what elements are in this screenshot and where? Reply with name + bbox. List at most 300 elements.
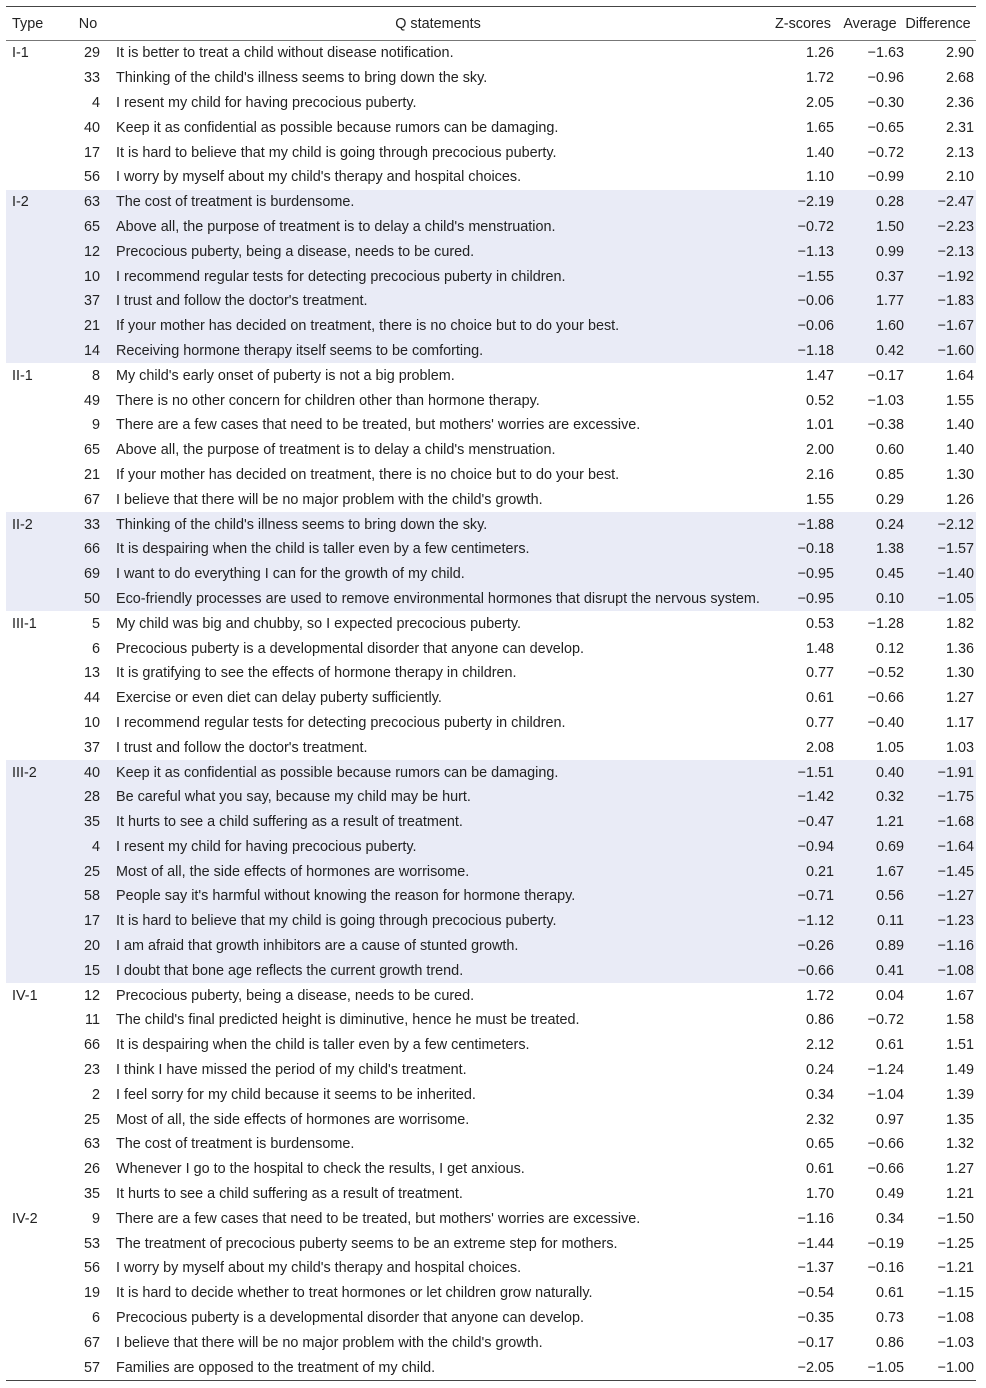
average-cell: 0.97: [875, 1111, 904, 1128]
statement-cell: I trust and follow the doctor's treatment.: [116, 293, 368, 310]
table-row: [6, 165, 976, 190]
statement-cell: Above all, the purpose of treatment is to delay a child's menstruation.: [116, 442, 556, 459]
z-score-cell: −0.71: [797, 888, 834, 905]
average-cell: 1.67: [875, 863, 904, 880]
statement-cell: The cost of treatment is burdensome.: [116, 194, 355, 211]
no-cell: 6: [91, 1310, 100, 1327]
statement-cell: I recommend regular tests for detecting precocious puberty in children.: [116, 714, 566, 731]
no-cell: 67: [83, 491, 100, 508]
table-row: [6, 314, 976, 339]
no-cell: 40: [83, 764, 100, 781]
statement-cell: The treatment of precocious puberty seems to be an extreme step for mothers.: [116, 1235, 618, 1252]
average-cell: 0.29: [875, 491, 904, 508]
statement-cell: It is hard to decide whether to treat hormones or let children grow naturally.: [116, 1285, 593, 1302]
no-cell: 23: [83, 1062, 100, 1079]
no-cell: 14: [83, 342, 100, 359]
difference-cell: −1.15: [937, 1285, 974, 1302]
average-cell: −0.16: [867, 1260, 904, 1277]
average-cell: −0.52: [867, 665, 904, 682]
z-score-cell: 0.86: [805, 1012, 834, 1029]
average-cell: 0.49: [875, 1186, 904, 1203]
no-cell: 6: [91, 640, 100, 657]
no-cell: 2: [91, 1086, 100, 1103]
statement-cell: I worry by myself about my child's therapy and hospital choices.: [116, 1260, 522, 1277]
z-score-cell: −0.26: [797, 938, 834, 955]
z-score-cell: 0.61: [805, 690, 834, 707]
no-cell: 9: [91, 1210, 100, 1227]
average-cell: −0.65: [867, 119, 904, 136]
table-row: [6, 1206, 976, 1231]
statement-cell: I feel sorry for my child because it seems to be inherited.: [116, 1086, 476, 1103]
average-cell: 0.99: [875, 243, 904, 260]
table-row: [6, 115, 976, 140]
table-row: [6, 859, 976, 884]
table-row: [6, 1157, 976, 1182]
table-header: [6, 7, 976, 41]
table-row: [6, 413, 976, 438]
header-z-scores: Z-scores: [775, 15, 831, 32]
statement-cell: Families are opposed to the treatment of my child.: [116, 1359, 436, 1376]
table-row: [6, 41, 976, 66]
difference-cell: 2.36: [945, 94, 974, 111]
z-score-cell: 1.26: [805, 45, 834, 62]
table-row: [6, 1033, 976, 1058]
statement-cell: I believe that there will be no major problem with the child's growth.: [116, 1334, 543, 1351]
header-statement: Q statements: [395, 15, 481, 32]
statement-cell: If your mother has decided on treatment, there is no choice but to do your best.: [116, 466, 620, 483]
average-cell: 0.85: [875, 466, 904, 483]
type-cell: IV-1: [12, 987, 38, 1004]
statement-cell: I doubt that bone age reflects the current growth trend.: [116, 962, 464, 979]
difference-cell: 1.30: [945, 665, 974, 682]
difference-cell: −1.16: [937, 938, 974, 955]
statement-cell: It is gratifying to see the effects of hormone therapy in children.: [116, 665, 517, 682]
statement-cell: Exercise or even diet can delay puberty sufficiently.: [116, 690, 442, 707]
table-row: [6, 1182, 976, 1207]
difference-cell: −1.60: [937, 342, 974, 359]
difference-cell: −2.47: [937, 194, 974, 211]
table-row: [6, 1008, 976, 1033]
table-row: [6, 1306, 976, 1331]
z-score-cell: −0.06: [797, 293, 834, 310]
average-cell: −1.05: [867, 1359, 904, 1376]
table-row: [6, 1281, 976, 1306]
type-cell: IV-2: [12, 1210, 38, 1227]
statement-cell: I recommend regular tests for detecting precocious puberty in children.: [116, 268, 566, 285]
average-cell: 0.28: [875, 194, 904, 211]
statement-cell: Above all, the purpose of treatment is to delay a child's menstruation.: [116, 218, 556, 235]
statement-cell: The child's final predicted height is diminutive, hence he must be treated.: [116, 1012, 580, 1029]
table-row: [6, 810, 976, 835]
difference-cell: 1.27: [945, 1161, 974, 1178]
z-score-cell: −2.19: [797, 194, 834, 211]
no-cell: 4: [91, 94, 100, 111]
z-score-cell: −1.13: [797, 243, 834, 260]
table-row: [6, 686, 976, 711]
no-cell: 26: [83, 1161, 100, 1178]
no-cell: 37: [83, 293, 100, 310]
type-cell: III-1: [12, 615, 37, 632]
average-cell: 0.86: [875, 1334, 904, 1351]
z-score-cell: −2.05: [797, 1359, 834, 1376]
difference-cell: −1.40: [937, 566, 974, 583]
average-cell: −0.30: [867, 94, 904, 111]
average-cell: −0.99: [867, 169, 904, 186]
no-cell: 57: [83, 1359, 100, 1376]
difference-cell: −1.03: [937, 1334, 974, 1351]
type-cell: II-1: [12, 367, 33, 384]
difference-cell: 1.58: [945, 1012, 974, 1029]
statement-cell: My child's early onset of puberty is not a big problem.: [116, 367, 455, 384]
table-row: [6, 1132, 976, 1157]
difference-cell: −1.67: [937, 318, 974, 335]
statement-cell: I believe that there will be no major problem with the child's growth.: [116, 491, 543, 508]
statement-cell: Thinking of the child's illness seems to bring down the sky.: [116, 516, 488, 533]
average-cell: 0.69: [875, 838, 904, 855]
z-score-cell: 0.52: [805, 392, 834, 409]
average-cell: −1.63: [867, 45, 904, 62]
average-cell: 1.05: [875, 739, 904, 756]
type-cell: I-1: [12, 45, 29, 62]
statement-cell: Be careful what you say, because my child may be hurt.: [116, 789, 471, 806]
statement-cell: Most of all, the side effects of hormones are worrisome.: [116, 1111, 470, 1128]
table-row: [6, 463, 976, 488]
z-score-cell: −1.51: [797, 764, 834, 781]
table-row: [6, 537, 976, 562]
no-cell: 21: [83, 466, 100, 483]
statement-cell: The cost of treatment is burdensome.: [116, 1136, 355, 1153]
difference-cell: 1.30: [945, 466, 974, 483]
table-body: [6, 41, 976, 1380]
table-row: [6, 958, 976, 983]
table-row: [6, 1330, 976, 1355]
table-row: [6, 735, 976, 760]
statement-cell: I resent my child for having precocious puberty.: [116, 838, 417, 855]
no-cell: 12: [83, 243, 100, 260]
difference-cell: −1.27: [937, 888, 974, 905]
z-score-cell: 1.72: [805, 70, 834, 87]
z-score-cell: −0.47: [797, 814, 834, 831]
z-score-cell: 0.34: [805, 1086, 834, 1103]
z-score-cell: 2.16: [805, 466, 834, 483]
difference-cell: −1.91: [937, 764, 974, 781]
z-score-cell: 0.24: [805, 1062, 834, 1079]
table-row: [6, 239, 976, 264]
difference-cell: −1.25: [937, 1235, 974, 1252]
z-score-cell: −1.44: [797, 1235, 834, 1252]
table-row: [6, 339, 976, 364]
average-cell: 1.50: [875, 218, 904, 235]
average-cell: −0.19: [867, 1235, 904, 1252]
difference-cell: 1.40: [945, 442, 974, 459]
z-score-cell: 1.10: [805, 169, 834, 186]
no-cell: 66: [83, 1037, 100, 1054]
table-row: [6, 487, 976, 512]
difference-cell: −1.05: [937, 590, 974, 607]
average-cell: 0.61: [875, 1285, 904, 1302]
z-score-cell: 0.61: [805, 1161, 834, 1178]
no-cell: 65: [83, 218, 100, 235]
statement-cell: I am afraid that growth inhibitors are a cause of stunted growth.: [116, 938, 519, 955]
statement-cell: Most of all, the side effects of hormones are worrisome.: [116, 863, 470, 880]
difference-cell: −1.75: [937, 789, 974, 806]
z-score-cell: 2.12: [805, 1037, 834, 1054]
statement-cell: Eco-friendly processes are used to remove environmental hormones that disrupt the nervous system.: [116, 590, 760, 607]
z-score-cell: −1.37: [797, 1260, 834, 1277]
table-row: [6, 1082, 976, 1107]
difference-cell: 1.40: [945, 417, 974, 434]
average-cell: −1.04: [867, 1086, 904, 1103]
no-cell: 66: [83, 541, 100, 558]
difference-cell: −1.45: [937, 863, 974, 880]
statement-cell: There are a few cases that need to be treated, but mothers' worries are excessive.: [116, 417, 641, 434]
table-row: [6, 363, 976, 388]
average-cell: 0.40: [875, 764, 904, 781]
average-cell: 1.77: [875, 293, 904, 310]
z-score-cell: 0.77: [805, 665, 834, 682]
z-score-cell: 0.65: [805, 1136, 834, 1153]
no-cell: 12: [83, 987, 100, 1004]
statement-cell: Keep it as confidential as possible because rumors can be damaging.: [116, 119, 559, 136]
table-row: [6, 711, 976, 736]
statement-cell: I think I have missed the period of my child's treatment.: [116, 1062, 467, 1079]
difference-cell: 2.10: [945, 169, 974, 186]
no-cell: 69: [83, 566, 100, 583]
difference-cell: −1.08: [937, 962, 974, 979]
average-cell: −1.03: [867, 392, 904, 409]
difference-cell: −1.83: [937, 293, 974, 310]
table-row: [6, 785, 976, 810]
table-row: [6, 587, 976, 612]
table-row: [6, 835, 976, 860]
average-cell: −0.72: [867, 1012, 904, 1029]
statement-cell: Precocious puberty is a developmental disorder that anyone can develop.: [116, 1310, 584, 1327]
difference-cell: 1.17: [945, 714, 974, 731]
table-row: [6, 1231, 976, 1256]
difference-cell: 2.90: [945, 45, 974, 62]
average-cell: −0.66: [867, 1161, 904, 1178]
z-score-cell: −0.06: [797, 318, 834, 335]
difference-cell: −1.57: [937, 541, 974, 558]
table-row: [6, 1355, 976, 1380]
average-cell: 0.34: [875, 1210, 904, 1227]
average-cell: −0.66: [867, 1136, 904, 1153]
statement-cell: Precocious puberty, being a disease, needs to be cured.: [116, 987, 475, 1004]
difference-cell: 2.31: [945, 119, 974, 136]
no-cell: 19: [83, 1285, 100, 1302]
header-difference: Difference: [905, 15, 971, 32]
z-score-cell: −0.72: [797, 218, 834, 235]
statement-cell: I resent my child for having precocious puberty.: [116, 94, 417, 111]
no-cell: 33: [83, 516, 100, 533]
difference-cell: 1.27: [945, 690, 974, 707]
difference-cell: −1.00: [937, 1359, 974, 1376]
type-cell: II-2: [12, 516, 33, 533]
z-score-cell: −1.42: [797, 789, 834, 806]
no-cell: 11: [85, 1012, 100, 1029]
no-cell: 40: [83, 119, 100, 136]
difference-cell: 1.32: [945, 1136, 974, 1153]
no-cell: 8: [91, 367, 100, 384]
table-row: [6, 1058, 976, 1083]
table-row: [6, 190, 976, 215]
no-cell: 49: [83, 392, 100, 409]
z-score-cell: 1.55: [805, 491, 834, 508]
table-row: [6, 91, 976, 116]
table-row: [6, 983, 976, 1008]
no-cell: 25: [83, 863, 100, 880]
statement-cell: Receiving hormone therapy itself seems to be comforting.: [116, 342, 484, 359]
z-score-cell: −0.95: [797, 590, 834, 607]
difference-cell: 1.67: [945, 987, 974, 1004]
average-cell: 0.45: [875, 566, 904, 583]
no-cell: 44: [83, 690, 100, 707]
no-cell: 53: [83, 1235, 100, 1252]
difference-cell: −1.64: [937, 838, 974, 855]
no-cell: 4: [91, 838, 100, 855]
statement-cell: I worry by myself about my child's therapy and hospital choices.: [116, 169, 522, 186]
table-row: [6, 264, 976, 289]
average-cell: −0.40: [867, 714, 904, 731]
no-cell: 50: [83, 590, 100, 607]
no-cell: 10: [83, 714, 100, 731]
average-cell: 0.12: [875, 640, 904, 657]
difference-cell: −1.92: [937, 268, 974, 285]
average-cell: 0.56: [875, 888, 904, 905]
no-cell: 63: [83, 194, 100, 211]
table-row: [6, 512, 976, 537]
no-cell: 35: [83, 1186, 100, 1203]
no-cell: 37: [83, 739, 100, 756]
statement-cell: Whenever I go to the hospital to check the results, I get anxious.: [116, 1161, 525, 1178]
z-score-cell: 0.77: [805, 714, 834, 731]
z-score-cell: −1.88: [797, 516, 834, 533]
type-cell: I-2: [12, 194, 29, 211]
difference-cell: 1.26: [945, 491, 974, 508]
average-cell: 0.61: [875, 1037, 904, 1054]
statement-cell: My child was big and chubby, so I expected precocious puberty.: [116, 615, 522, 632]
difference-cell: −1.68: [937, 814, 974, 831]
z-score-cell: 2.08: [805, 739, 834, 756]
no-cell: 56: [83, 169, 100, 186]
table-row: [6, 909, 976, 934]
statement-cell: Precocious puberty is a developmental disorder that anyone can develop.: [116, 640, 584, 657]
z-score-cell: 0.21: [805, 863, 834, 880]
difference-cell: −1.50: [937, 1210, 974, 1227]
table-row: [6, 140, 976, 165]
average-cell: 0.37: [875, 268, 904, 285]
z-score-cell: −0.94: [797, 838, 834, 855]
table-row: [6, 289, 976, 314]
z-score-cell: 1.65: [805, 119, 834, 136]
z-score-cell: 2.05: [805, 94, 834, 111]
table-row: [6, 611, 976, 636]
no-cell: 65: [83, 442, 100, 459]
table-row: [6, 1107, 976, 1132]
average-cell: 0.42: [875, 342, 904, 359]
statement-cell: I want to do everything I can for the growth of my child.: [116, 566, 465, 583]
z-score-cell: −1.55: [797, 268, 834, 285]
no-cell: 10: [83, 268, 100, 285]
statement-cell: It hurts to see a child suffering as a result of treatment.: [116, 814, 463, 831]
difference-cell: −1.21: [937, 1260, 974, 1277]
statement-cell: It is hard to believe that my child is going through precocious puberty.: [116, 913, 557, 930]
no-cell: 58: [83, 888, 100, 905]
statement-cell: If your mother has decided on treatment, there is no choice but to do your best.: [116, 318, 620, 335]
header-type: Type: [12, 15, 44, 32]
average-cell: 0.10: [875, 590, 904, 607]
z-score-cell: −0.66: [797, 962, 834, 979]
statement-cell: Precocious puberty, being a disease, needs to be cured.: [116, 243, 475, 260]
table-row: [6, 636, 976, 661]
average-cell: 0.04: [875, 987, 904, 1004]
average-cell: 0.41: [875, 962, 904, 979]
difference-cell: 1.36: [945, 640, 974, 657]
no-cell: 9: [91, 417, 100, 434]
table-row: [6, 215, 976, 240]
average-cell: −0.38: [867, 417, 904, 434]
z-score-cell: −1.18: [797, 342, 834, 359]
z-score-cell: −0.95: [797, 566, 834, 583]
average-cell: −1.28: [867, 615, 904, 632]
statement-cell: It is despairing when the child is taller even by a few centimeters.: [116, 541, 530, 558]
difference-cell: 1.35: [945, 1111, 974, 1128]
statement-cell: It is better to treat a child without disease notification.: [116, 45, 454, 62]
no-cell: 35: [83, 814, 100, 831]
z-score-cell: 1.01: [805, 417, 834, 434]
z-score-cell: −0.35: [797, 1310, 834, 1327]
table-row: [6, 884, 976, 909]
table-row: [6, 388, 976, 413]
z-score-cell: −0.17: [797, 1334, 834, 1351]
table-row: [6, 661, 976, 686]
average-cell: 1.21: [875, 814, 904, 831]
z-score-cell: 2.00: [805, 442, 834, 459]
z-score-cell: 0.53: [805, 615, 834, 632]
average-cell: −0.96: [867, 70, 904, 87]
difference-cell: 1.21: [945, 1186, 974, 1203]
no-cell: 17: [83, 913, 100, 930]
average-cell: 0.73: [875, 1310, 904, 1327]
type-cell: III-2: [12, 764, 37, 781]
table-row: [6, 66, 976, 91]
z-score-cell: −1.16: [797, 1210, 834, 1227]
z-score-cell: −0.54: [797, 1285, 834, 1302]
statement-cell: Keep it as confidential as possible because rumors can be damaging.: [116, 764, 559, 781]
difference-cell: 1.55: [945, 392, 974, 409]
no-cell: 15: [83, 962, 100, 979]
difference-cell: 1.82: [945, 615, 974, 632]
average-cell: 0.11: [877, 913, 904, 930]
average-cell: −1.24: [867, 1062, 904, 1079]
no-cell: 33: [83, 70, 100, 87]
difference-cell: −2.23: [937, 218, 974, 235]
z-score-cell: −1.12: [797, 913, 834, 930]
average-cell: 1.38: [875, 541, 904, 558]
average-cell: 0.89: [875, 938, 904, 955]
average-cell: 0.60: [875, 442, 904, 459]
statement-cell: I trust and follow the doctor's treatment.: [116, 739, 368, 756]
statement-cell: There are a few cases that need to be treated, but mothers' worries are excessive.: [116, 1210, 641, 1227]
no-cell: 21: [83, 318, 100, 335]
difference-cell: −2.12: [937, 516, 974, 533]
z-score-cell: 1.48: [805, 640, 834, 657]
average-cell: −0.72: [867, 144, 904, 161]
difference-cell: −2.13: [937, 243, 974, 260]
no-cell: 20: [83, 938, 100, 955]
no-cell: 67: [83, 1334, 100, 1351]
average-cell: −0.66: [867, 690, 904, 707]
